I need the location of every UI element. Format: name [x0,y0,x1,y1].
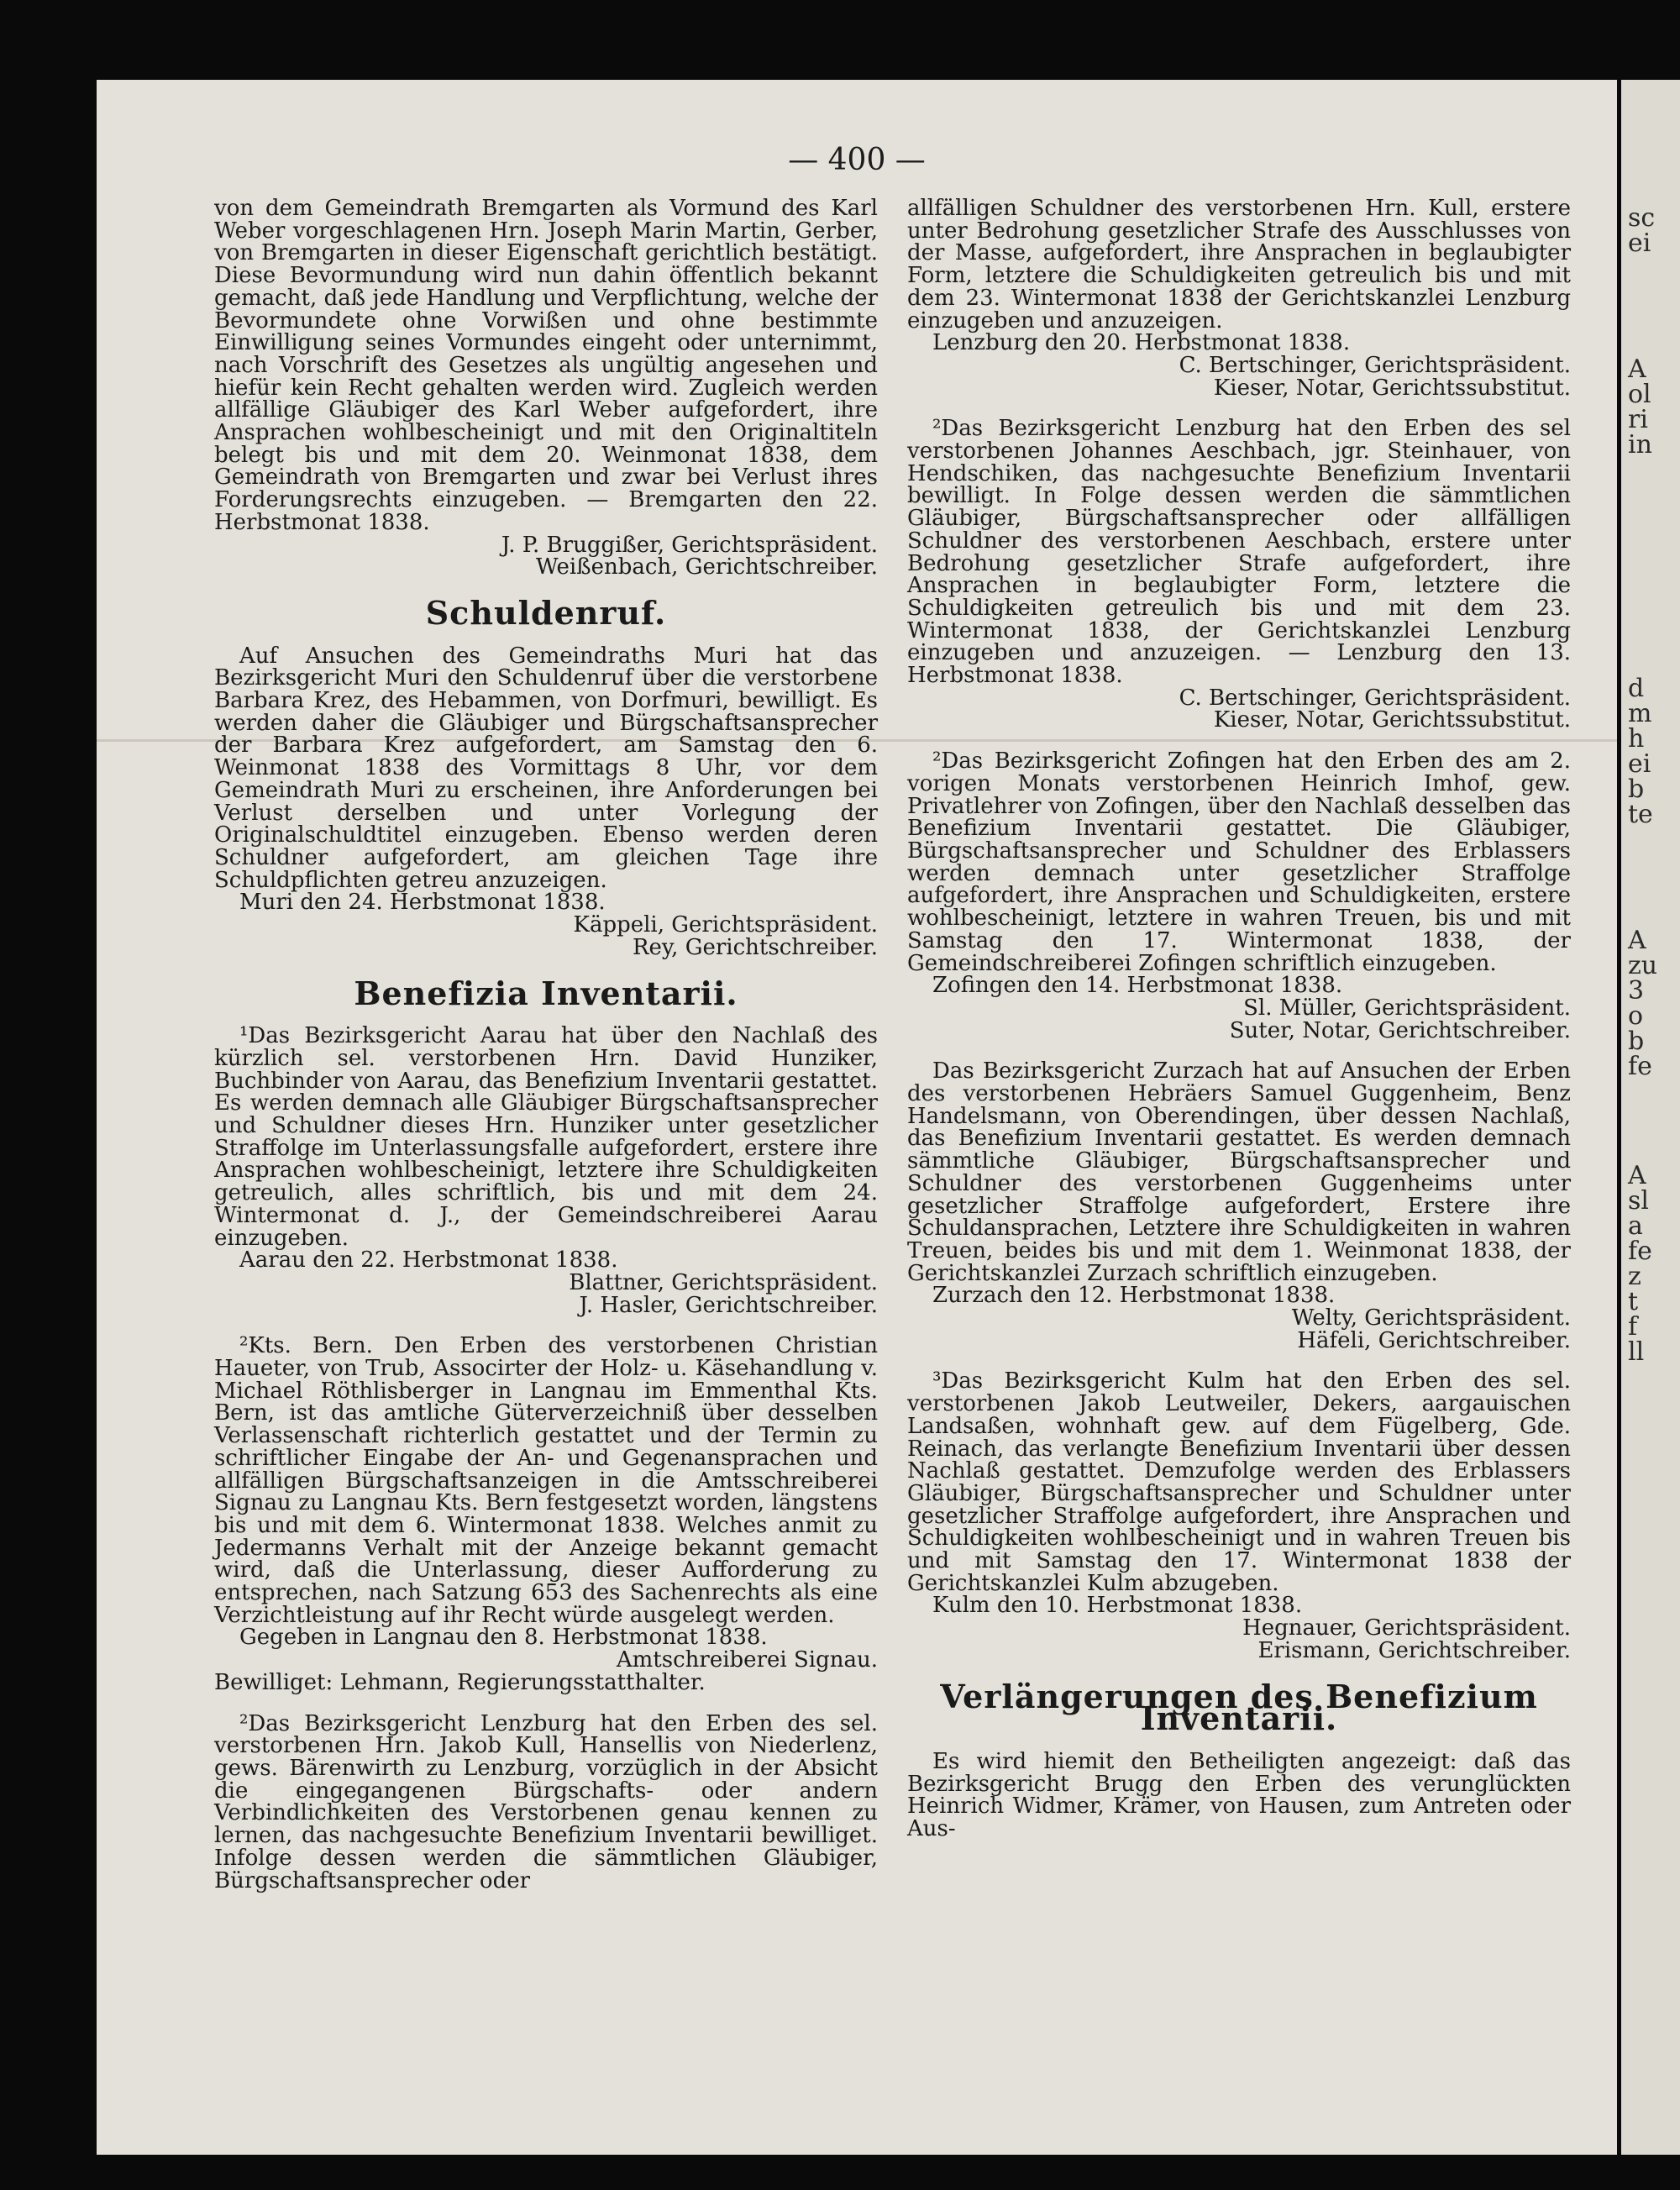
edge-text-fragment: t [1628,1287,1639,1316]
section-heading-benefizia: Benefizia Inventarii. [354,974,738,1012]
notice-zurzach-text: Das Bezirksgericht Zurzach hat auf Ansuchen der Erben des verstorbenen Hebräers Samuel Guggenheim, Benz Handelsmann, von Oberendingen, über dessen Nachlaß, das Benefizium Inventarii gestattet. Es werden demnach sämmtliche Gläubiger, Bürgschaftsansprecher und Schuldner des verstorbenen Guggenheims unter gesetzlicher Straffolge aufgefordert, Erstere ihre Schuldansprachen, Letztere ihre Schuldigkeiten in wahren Treuen, beides bis und mit dem 1. Weinmonat 1838, der Gerichtskanzlei Zurzach schriftlich einzugeben. [907,1058,1571,1286]
notice-muri-text: Auf Ansuchen des Gemeindraths Muri hat das Bezirksgericht Muri den Schuldenruf über die verstorbene Barbara Krez, des Hebammen, von Dorfmuri, bewilligt. Es werden daher die Gläubiger und Bürgschaftsansprecher der Barbara Krez aufgefordert, am Samstag den 6. Weinmonat 1838 des Vormittags 8 Uhr, vor dem Gemeindrath Muri zu erscheinen, ihre Anforderungen bei Verlust derselben und unter Vorlegung der Originalschuldtitel einzugeben. Ebenso werden deren Schuldner aufgefordert, am gleichen Tage ihre Schuldpflichten getreu anzuzeigen. [214,643,878,893]
place-date: Muri den 24. Herbstmonat 1838. [239,890,606,916]
edge-text-fragment: z [1628,1262,1641,1291]
place-date: Lenzburg den 20. Herbstmonat 1838. [932,330,1351,356]
signature-substitute: Kieser, Notar, Gerichtssubstitut. [1213,707,1571,733]
notice-lenzburg-kull-text: ²Das Bezirksgericht Lenzburg hat den Erben des sel. verstorbenen Hrn. Jakob Kull, Hansellis von Niederlenz, gews. Bärenwirth zu Lenzburg, vorzüglich in der Absicht die eingegangenen Bürgschafts- oder andern Verbindlichkeiten des Verstorbenen genau kennen zu lernen, das nachgesuchte Benefizium Inventarii bewilliget. Infolge dessen werden die sämmtlichen Gläubiger, Bürgschaftsansprecher oder [214,1710,878,1893]
edge-text-fragment: in [1628,430,1652,460]
place-date: Zurzach den 12. Herbstmonat 1838. [932,1283,1336,1309]
edge-text-fragment: b [1628,1027,1645,1056]
signature-president: Käppeli, Gerichtspräsident. [573,912,878,938]
signature-substitute: Kieser, Notar, Gerichtssubstitut. [1213,375,1571,401]
edge-text-fragment: f [1628,1312,1638,1342]
signature-president: Blattner, Gerichtspräsident. [569,1269,878,1295]
edge-text-fragment: A [1628,354,1646,384]
right-column [907,197,1571,1841]
edge-text-fragment: A [1628,926,1646,955]
section-heading-schuldenruf: Schuldenruf. [425,593,667,632]
signature-president: Welty, Gerichtspräsident. [1291,1305,1571,1331]
edge-text-fragment: zu [1628,951,1658,980]
edge-text-fragment: fe [1628,1052,1652,1081]
notice-kulm-text: ³Das Bezirksgericht Kulm hat den Erben des sel. verstorbenen Jakob Leutweiler, Dekers, aargauischen Landsaßen, wohnhaft gew. auf dem Fügelberg, Gde. Reinach, das verlangte Benefizium Inventarii über dessen Nachlaß gestattet. Demzufolge werden des Erblassers Gläubiger, Bürgschaftsansprecher und Schuldner unter gesetzlicher Straffolge aufgefordert, ihre Ansprachen und Schuldigkeiten wohlbescheinigt und in wahren Treuen bis und mit Samstag den 17. Wintermonat 1838 der Gerichtskanzlei Kulm abzugeben. [907,1368,1571,1596]
approval-line: Bewilliget: Lehmann, Regierungsstatthalter. [214,1669,706,1695]
edge-text-fragment: m [1628,699,1652,728]
edge-text-fragment: d [1628,674,1645,703]
signature-president: Sl. Müller, Gerichtspräsident. [1243,995,1571,1021]
edge-text-fragment: A [1628,1161,1646,1190]
signature-president: C. Bertschinger, Gerichtspräsident. [1179,352,1571,378]
edge-text-fragment: ri [1628,405,1648,434]
edge-text-fragment: o [1628,1001,1644,1031]
place-date: Zofingen den 14. Herbstmonat 1838. [932,973,1343,999]
edge-text-fragment: fe [1628,1237,1652,1266]
edge-text-fragment: ei [1628,749,1651,779]
place-date: Kulm den 10. Herbstmonat 1838. [932,1593,1303,1619]
notice-aarau-text: ¹Das Bezirksgericht Aarau hat über den Nachlaß des kürzlich sel. verstorbenen Hrn. David Hunziker, Buchbinder von Aarau, das Benefizium Inventarii gestattet. Es werden demnach alle Gläubiger Bürgschaftsansprecher und Schuldner dieses Hrn. Hunziker unter gesetzlicher Straffolge im Unterlassungsfalle aufgefordert, erstere ihre Ansprachen wohlbescheinigt, letztere ihre Schuldigkeiten getreulich, alles schriftlich, bis und mit dem 24. Wintermonat d. J., der Gemeindschreiberei Aarau einzugeben. [214,1023,878,1251]
signature-clerk: J. Hasler, Gerichtschreiber. [579,1292,878,1318]
signature-president: J. P. Bruggißer, Gerichtspräsident. [501,532,878,558]
edge-text-fragment: ei [1628,228,1651,258]
notice-bern-text: ²Kts. Bern. Den Erben des verstorbenen Christian Haueter, von Trub, Associrter der Holz- u. Käsehandlung v. Michael Röthlisberger in Langnau im Emmenthal Kts. Bern, ist das amtliche Güterverzeichniß über desselben Verlassenschaft richterlich gestattet und der Termin zu schriftlicher Eingabe der An- und Gegenansprachen und allfälligen Bürgschaftsanzeigen in die Amtsschreiberei Signau zu Langnau Kts. Bern festgesetzt worden, längstens bis und mit dem 6. Wintermonat 1838. Welches anmit zu Jedermanns Verhalt mit der Anzeige bekannt gemacht wird, daß die Unterlassung, dieser Aufforderung zu entsprechen, nach Satzung 653 des Sachenrechts als eine Verzichtleistung auf ihr Recht würde ausgelegt werden. [214,1333,878,1628]
edge-text-fragment: ll [1628,1337,1645,1367]
section-heading-verlaengerungen: Verlängerungen des Benefizium Inventarii. [940,1677,1538,1738]
notice-brugg-text: Es wird hiemit den Betheiligten angezeigt: daß das Bezirksgericht Brugg den Erben des verunglückten Heinrich Widmer, Krämer, von Hausen, zum Antreten oder Aus- [907,1749,1571,1842]
signature-clerk: Häfeli, Gerichtschreiber. [1297,1327,1571,1353]
edge-text-fragment: ol [1628,380,1651,409]
edge-text-fragment: te [1628,800,1653,829]
signature-clerk: Erismann, Gerichtschreiber. [1257,1637,1571,1663]
signature-president: C. Bertschinger, Gerichtspräsident. [1179,685,1571,711]
edge-text-fragment: b [1628,775,1645,804]
newspaper-page [97,80,1617,2155]
notice-bremgarten-text: von dem Gemeindrath Bremgarten als Vormund des Karl Weber vorgeschlagenen Hrn. Joseph Marin Martin, Gerber, von Bremgarten in dieser Eigenschaft gerichtlich bestätigt. Diese Bevormundung wird nun dahin öffentlich bekannt gemacht, daß jede Handlung und Verpflichtung, welche der Bevormundete ohne Vorwißen und ohne bestimmte Einwilligung seines Vormundes eingeht oder unternimmt, nach Vorschrift des Gesetzes als ungültig angesehen und hiefür kein Recht gehalten werden wird. Zugleich werden allfällige Gläubiger des Karl Weber aufgefordert, ihre Ansprachen wohlbescheinigt und mit den Originaltiteln belegt bis und mit dem 20. Weinmonat 1838, dem Gemeindrath von Bremgarten und zwar bei Verlust ihres Forderungsrechts einzugeben. — Bremgarten den 22. Herbstmonat 1838. [214,196,878,535]
signature-office: Amtschreiberei Signau. [616,1647,878,1673]
edge-text-fragment: a [1628,1211,1643,1241]
edge-text-fragment: 3 [1628,976,1645,1006]
page-number: — 400 — [788,143,926,177]
signature-clerk: Suter, Notar, Gerichtschreiber. [1229,1017,1571,1043]
left-column [214,197,878,1892]
place-date: Gegeben in Langnau den 8. Herbstmonat 1838. [239,1625,768,1651]
notice-kull-continued-text: allfälligen Schuldner des verstorbenen Hrn. Kull, erstere unter Bedrohung gesetzlicher Strafe des Ausschlusses von der Masse, aufgefordert, ihre Ansprachen in beglaubigter Form, letztere die Schuldigkeiten getreulich bis und mit dem 23. Wintermonat 1838 der Gerichtskanzlei Lenzburg einzugeben und anzuzeigen. [907,196,1571,333]
place-date: Aarau den 22. Herbstmonat 1838. [239,1247,618,1274]
notice-zofingen-text: ²Das Bezirksgericht Zofingen hat den Erben des am 2. vorigen Monats verstorbenen Heinrich Imhof, gew. Privatlehrer von Zofingen, über den Nachlaß desselben das Benefizium Inventarii gestattet. Die Gläubiger, Bürgschaftsansprecher und Schuldner des Erblassers werden demnach unter gesetzlicher Straffolge aufgefordert, ihre Ansprachen und Schuldigkeiten, erstere wohlbescheinigt, letztere in wahren Treuen, bis und mit Samstag den 17. Wintermonat 1838, der Gemeindschreiberei Zofingen schriftlich einzugeben. [907,748,1571,976]
edge-text-fragment: h [1628,724,1645,754]
signature-president: Hegnauer, Gerichtspräsident. [1242,1615,1571,1641]
edge-text-fragment: sl [1628,1186,1649,1216]
signature-clerk: Weißenbach, Gerichtschreiber. [535,554,878,580]
adjacent-page-edge [1621,80,1680,2155]
edge-text-fragment: sc [1628,203,1656,233]
notice-aeschbach-text: ²Das Bezirksgericht Lenzburg hat den Erben des sel verstorbenen Johannes Aeschbach, jgr. Steinhauer, von Hendschiken, das nachgesuchte Benefizium Inventarii bewilligt. In Folge dessen werden die sämmtlichen Gläubiger, Bürgschaftsansprecher oder allfälligen Schuldner des verstorbenen Aeschbach, erstere unter Bedrohung gesetzlicher Strafe aufgefordert, ihre Ansprachen in beglaubigter Form, letztere die Schuldigkeiten getreulich bis und mit dem 23. Wintermonat 1838, der Gerichtskanzlei Lenzburg einzugeben und anzuzeigen. — Lenzburg den 13. Herbstmonat 1838. [907,416,1571,689]
signature-clerk: Rey, Gerichtschreiber. [632,934,878,960]
